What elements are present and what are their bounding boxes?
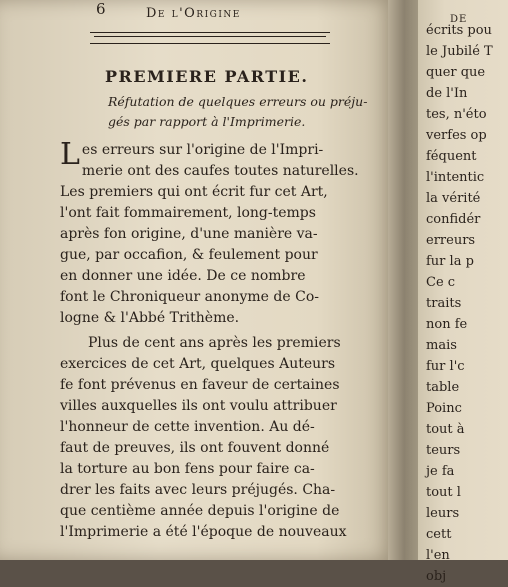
body-text (60, 137, 360, 543)
running-head: De l'Origine (146, 6, 241, 21)
right-text-line: fur l'c (426, 359, 465, 374)
right-text-line: le Jubilé T (426, 44, 493, 59)
right-text-line: fur la p (426, 254, 474, 269)
text-line: font le Chroniqueur anonyme de Co- (60, 289, 319, 305)
right-text-line: Ce c (426, 275, 456, 290)
right-text-line: je fa (426, 464, 455, 479)
text-line: Les premiers qui ont écrit fur cet Art, (60, 184, 328, 200)
right-text-line: de l'In (426, 86, 468, 101)
ornamental-rule (90, 32, 330, 44)
right-text-line: quer que (426, 65, 486, 80)
text-line: en donner une idée. De ce nombre (60, 268, 306, 284)
drop-cap: L (60, 137, 80, 172)
part-title: PREMIERE PARTIE. (105, 67, 309, 86)
paragraph-2 (60, 333, 360, 543)
text-line: merie ont des caufes toutes naturelles. (81, 163, 359, 179)
right-text-line: mais (426, 338, 457, 353)
right-text-line: tout l (426, 485, 461, 500)
paragraph-1 (60, 137, 360, 329)
text-line: après fon origine, d'une manière va- (60, 226, 318, 242)
right-text-line: tout à (426, 422, 465, 437)
text-line: Plus de cent ans après les premiers (88, 335, 341, 351)
text-line: l'honneur de cette invention. Au dé- (60, 419, 315, 435)
right-text-line: la vérité (426, 191, 481, 206)
text-line: que centième année depuis l'origine de (60, 503, 340, 519)
text-line-content: es erreurs sur l'origine de l'Impri- (81, 142, 324, 158)
right-text-line: tes, n'éto (426, 107, 487, 122)
right-text-line: obj (426, 569, 447, 584)
text-line: la torture au bon fens pour faire ca- (60, 461, 315, 477)
right-text-line: traits (426, 296, 462, 311)
text-line: gue, par occafion, & feulement pour (60, 247, 318, 263)
subtitle-line: Réfutation de quelques erreurs ou préju- (108, 94, 368, 109)
right-text-line: teurs (426, 443, 461, 458)
text-line: drer les faits avec leurs préjugés. Cha- (60, 482, 336, 498)
text-line: villes auxquelles ils ont voulu attribuer (60, 398, 337, 414)
text-line: fe font prévenus en faveur de certaines (60, 377, 340, 393)
subtitle-line: gés par rapport à l'Imprimerie. (108, 114, 306, 129)
subtitle (108, 92, 368, 132)
text-line: l'Imprimerie a été l'époque de nouveaux (60, 524, 347, 540)
right-text-line: verfes op (426, 128, 487, 143)
text-line: logne & l'Abbé Trithème. (60, 310, 240, 326)
right-text-line: non fe (426, 317, 468, 332)
right-running-head: DE (450, 14, 468, 25)
right-text-line: cett (426, 527, 452, 542)
right-text-line: l'intentic (426, 170, 485, 185)
right-text-line: table (426, 380, 460, 395)
right-text-line: l'en (426, 548, 450, 563)
right-text-line: Poinc (426, 401, 462, 416)
text-line: exercices de cet Art, quelques Auteurs (60, 356, 336, 372)
right-text-line: leurs (426, 506, 460, 521)
right-text-line: erreurs (426, 233, 476, 248)
right-text-line: confidér (426, 212, 481, 227)
right-page-text (426, 20, 493, 587)
right-text-line: féquent (426, 149, 477, 164)
text-line: faut de preuves, ils ont fouvent donné (60, 440, 330, 456)
right-text-line: écrits pou (426, 23, 492, 38)
page-number: 6 (96, 0, 106, 18)
text-line: l'ont fait fommairement, long-temps (60, 205, 316, 221)
